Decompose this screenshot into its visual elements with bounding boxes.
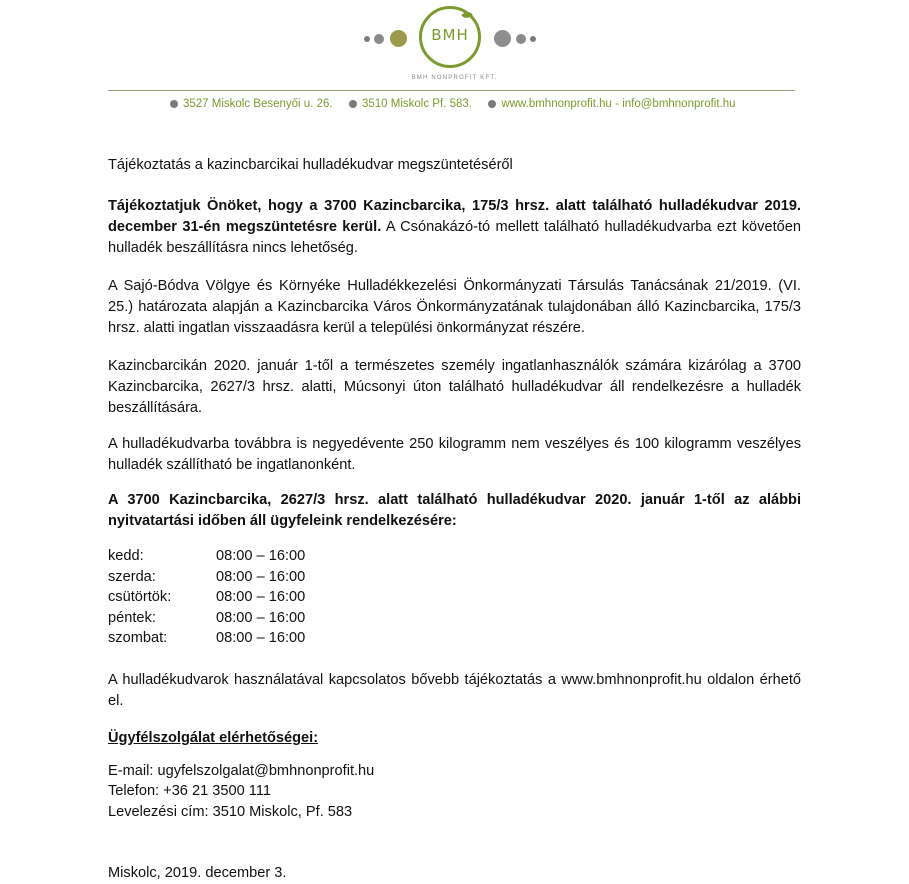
paragraph-1-rest: A Csónakázó-tó mellett található hulladékudvarba ezt követően hulladék beszállításra nincs lehetőség.	[108, 219, 801, 256]
hours-time: 08:00 – 16:00	[216, 609, 306, 626]
hours-day: szerda:	[108, 568, 156, 585]
logo-dot	[364, 36, 370, 42]
bullet-icon	[488, 100, 496, 108]
document-title: Tájékoztatás a kazincbarcikai hulladékudvar megszüntetéséről	[108, 157, 513, 173]
date-line: Miskolc, 2019. december 3.	[108, 865, 287, 881]
hours-row	[108, 608, 305, 629]
paragraph-4: A hulladékudvarba továbbra is negyedévente 250 kilogramm nem veszélyes és 100 kilogramm veszélyes hulladék szállítható be ingatlanonként.	[108, 436, 801, 473]
paragraph-1-bold: Tájékoztatjuk Önöket, hogy a 3700 Kazincbarcika, 175/3 hrsz. alatt található hulladékudvar 2019. december 31-én megszüntetésre kerül.	[108, 198, 801, 235]
hours-day: kedd:	[108, 548, 144, 564]
bullet-icon	[170, 100, 178, 108]
company-name: BMH NONPROFIT KFT.	[411, 75, 498, 81]
header-rule	[108, 90, 795, 91]
hours-day: szombat:	[108, 630, 168, 647]
logo-dot	[494, 30, 511, 47]
paragraph-5: A 3700 Kazincbarcika, 2627/3 hrsz. alatt található hulladékudvar 2020. január 1-től az alábbi nyitvatartási időben áll ügyfeleink rendelkezésére:	[108, 492, 801, 529]
logo-dot	[390, 30, 407, 47]
logo-text: BMH	[431, 26, 469, 44]
hours-row	[108, 546, 305, 567]
logo-dot	[374, 34, 384, 44]
separator: -	[615, 98, 619, 110]
hours-time: 08:00 – 16:00	[216, 589, 306, 606]
logo-dot	[530, 36, 536, 42]
hours-row	[108, 567, 305, 588]
leaf-icon	[461, 10, 473, 20]
postal-line: Levelezési cím: 3510 Miskolc, Pf. 583	[108, 804, 353, 820]
paragraph-1	[108, 196, 801, 259]
email-line: E-mail: ugyfelszolgalat@bmhnonprofit.hu	[108, 763, 375, 779]
bullet-icon	[349, 100, 357, 108]
phone-line: Telefon: +36 21 3500 111	[108, 783, 271, 799]
paragraph-3: Kazincbarcikán 2020. január 1-től a természetes személy ingatlanhasználók számára kizárólag a 3700 Kazincbarcika, 2627/3 hrsz. alatti, Múcsonyi úton található hulladékudvar áll rendelkezésre a hulladék beszállítására.	[108, 358, 801, 416]
opening-hours	[108, 546, 305, 649]
email-link[interactable]: info@bmhnonprofit.hu	[622, 98, 736, 110]
hours-row	[108, 587, 305, 608]
paragraph-6: A hulladékudvarok használatával kapcsolatos bővebb tájékoztatás a www.bmhnonprofit.hu oldalon érhető el.	[108, 672, 801, 709]
service-heading: Ügyfélszolgálat elérhetőségei:	[108, 730, 319, 746]
hours-day: péntek:	[108, 609, 156, 626]
website-link[interactable]: www.bmhnonprofit.hu	[501, 98, 612, 110]
hours-time: 08:00 – 16:00	[216, 548, 306, 564]
hours-row	[108, 628, 305, 649]
letterhead-logo	[0, 6, 909, 76]
hours-day: csütörtök:	[108, 589, 172, 606]
hours-time: 08:00 – 16:00	[216, 630, 306, 647]
logo-dot	[516, 34, 526, 44]
paragraph-2: A Sajó-Bódva Völgye és Környéke Hulladékkezelési Önkormányzati Társulás Tanácsának 21/2019. (VI. 25.) határozata alapján a Kazincbarcika Város Önkormányzatának tulajdonában álló Kazincbarcika, 175/3 hrsz. alatti ingatlan visszaadásra kerül a települési önkormányzat részére.	[108, 278, 801, 336]
logo-circle	[419, 6, 481, 68]
address-1: 3527 Miskolc Besenyői u. 26.	[183, 98, 333, 110]
address-2: 3510 Miskolc Pf. 583.	[362, 98, 472, 110]
hours-time: 08:00 – 16:00	[216, 568, 306, 585]
contact-line	[170, 98, 736, 110]
